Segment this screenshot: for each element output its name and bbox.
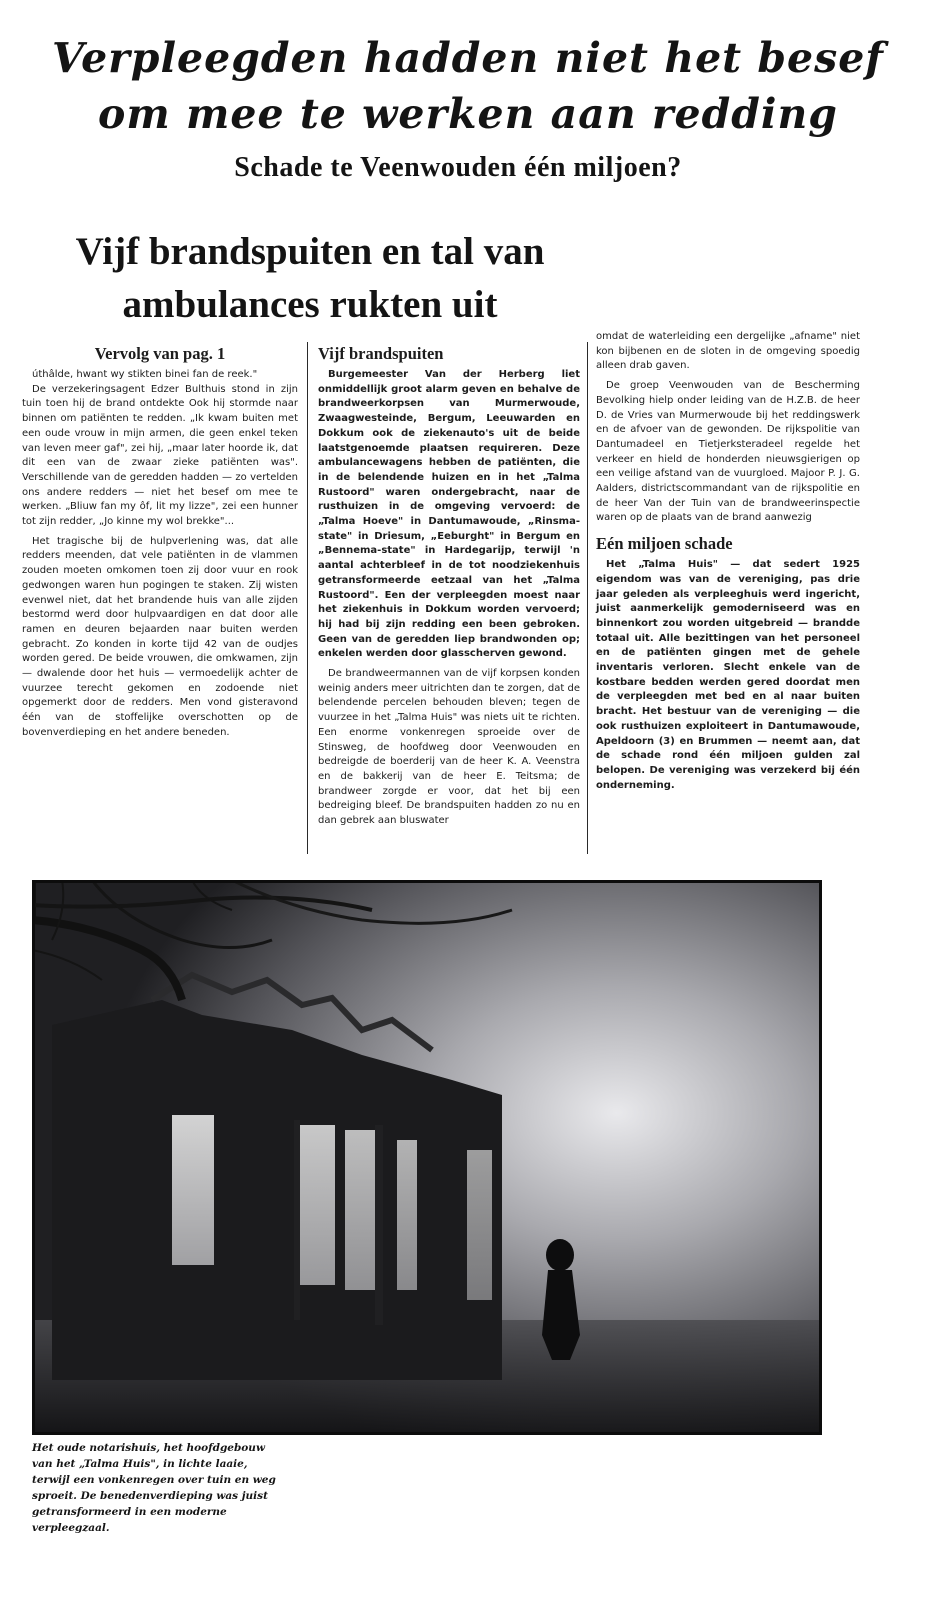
column-2-heading: Vijf brandspuiten [318, 344, 444, 363]
column-1-heading: Vervolg van pag. 1 [94, 344, 226, 363]
fire-photo-image [32, 880, 822, 1435]
article-column-2 [318, 344, 580, 829]
column-1-paragraph-1: úthâlde, hwant wy stikten binei fan de reek." [32, 369, 258, 380]
secondary-headline-line-2: ambulances rukten uit [122, 283, 498, 326]
main-headline-line-2: om mee te werken aan redding [98, 90, 838, 138]
column-rule-2 [587, 342, 588, 854]
column-3-paragraph-1: omdat de waterleiding een dergelijke „afname" niet kon bijbenen en de sloten in de omgeving spoedig alleen drab gaven. [596, 331, 860, 372]
column-1-paragraph-2: De verzekeringsagent Edzer Bulthuis stond in zijn tuin toen hij de brand ontdekte Ook hij stormde naar binnen om patiënten te redden. „Ik kwam buiten met een oude vrouw in mijn armen, die geen enkel teken van leven meer gaf", zei hij, „maar later hoorde ik, dat dit een van de zwaar zieke patiënten was". Verschillende van de geredden hadden — zo vertelden ons andere redders — niet het besef om mee te werken. „Bliuw fan my ôf, lit my lizze", zei een hunner tot zijn redder, „Jo kinne my wol brekke"... [22, 383, 298, 528]
main-headline-line-1: Verpleegden hadden niet het besef [52, 34, 884, 82]
subheadline: Schade te Veenwouden één miljoen? [234, 152, 682, 183]
secondary-headline-line-1: Vijf brandspuiten en tal van [75, 230, 545, 273]
column-1-paragraph-3: Het tragische bij de hulpverlening was, dat alle redders meenden, dat vele patiënten in de vlammen zouden moeten omkomen toen zij door vuur en rook gedwongen waren hun pogingen te staken. Zij wisten evenwel niet, dat het brandende huis van alle zijden bestormd werd door hulpvaardigen en dat door alle ramen en deuren bejaarden naar buiten werden gebracht. Zo konden in korte tijd 42 van de oudjes worden gered. De beide vrouwen, die omkwamen, zijn — dwalende door het huis — vermoedelijk achter de vuurzee terecht gekomen en zodoende niet opgemerkt door de redders. Men vond gisteravond één van de stoffelijke overschotten op de bovenverdieping en het andere beneden. [22, 535, 298, 738]
column-2-paragraph-2: De brandweermannen van de vijf korpsen konden weinig anders meer uitrichten dan te zorgen, dat de belendende percelen behouden bleven; tegen de vuurzee in het „Talma Huis" was niets uit te richten. Een enorme vonkenregen sproeide over de Stinsweg, de hoofdweg door Veenwouden en bedreigde de boerderij van de heer K. A. Veenstra en de bakkerij van de heer E. Teitsma; de brandweer zorgde er voor, dat het bij een bedreiging bleef. De brandspuiten hadden zo nu en dan gebrek aan bluswater [318, 668, 580, 827]
photo-caption: Het oude notarishuis, het hoofdgebouw van het „Talma Huis", in lichte laaie, terwijl een vonkenregen over tuin en weg sproeit. De benedenverdieping was juist getransformeerd in een moderne verpleegzaal. [32, 1442, 276, 1534]
article-column-1 [22, 344, 298, 741]
column-3-heading: Eén miljoen schade [596, 534, 733, 554]
column-3-paragraph-3: Het „Talma Huis" — dat sedert 1925 eigendom was van de vereniging, pas drie jaar geleden als verpleeghuis werd ingericht, juist aanmerkelijk gemoderniseerd was en binnenkort zou worden uitgebreid — brandde totaal uit. Alle bezittingen van het personeel en de patiënten gingen met de gehele inventaris verloren. Slecht enkele van de kostbare bedden werden gered doordat men de verpleegden met bed en al naar buiten bracht. Het bestuur van de vereniging — die ook rusthuizen exploiteert in Dantumawoude, Apeldoorn (3) en Brummen — neemt aan, dat de schade rond één miljoen gulden zal belopen. De vereniging was verzekerd bij één onderneming. [596, 559, 860, 791]
secondary-headline [30, 225, 590, 331]
column-2-paragraph-1: Burgemeester Van der Herberg liet onmiddellijk groot alarm geven en behalve de brandweerkorpsen van Murmerwoude, Zwaagwesteinde, Bergum, Leeuwarden en Dokkum ook de ziekenauto's uit de beide laatstgenoemde plaatsen requireren. Deze ambulancewagens hebben de patiënten, die in de belendende huizen en in het „Talma Rustoord" waren ondergebracht, naar de rusthuizen in de omgeving vervoerd: de „Talma Hoeve" in Dantumawoude, „Rinsma-state" in Driesum, „Eeburght" in Bergum en „Bennema-state" in Hardegarijp, terwijl 'n aantal achterbleef in de tot noodziekenhuis getransformeerde eetzaal van het „Talma Rustoord". Een der verpleegden moest naar het ziekenhuis in Dokkum worden vervoerd; hij had bij zijn redding een been gebroken. Geen van de geredden liep brandwonden op; enkelen werden door glasscherven gewond. [318, 369, 580, 660]
main-headline [28, 30, 908, 142]
column-3-paragraph-2: De groep Veenwouden van de Bescherming Bevolking hielp onder leiding van de H.Z.B. de heer D. de Vries van Murmerwoude bij het reddingswerk en de afvoer van de gewonden. De rijkspolitie van Dantumadeel en Tietjerksteradeel regelde het verkeer en hield de honderden nieuwsgierigen op een veilige afstand van de vuurgloed. Majoor P. J. G. Aalders, districtscommandant van de rijkspolitie en de heer Van der Tuin van de brandweerinspectie waren op de plaats van de brand aanwezig [596, 380, 860, 524]
article-column-3 [596, 330, 860, 793]
fire-photo [32, 880, 822, 1435]
column-rule-1 [307, 342, 308, 854]
